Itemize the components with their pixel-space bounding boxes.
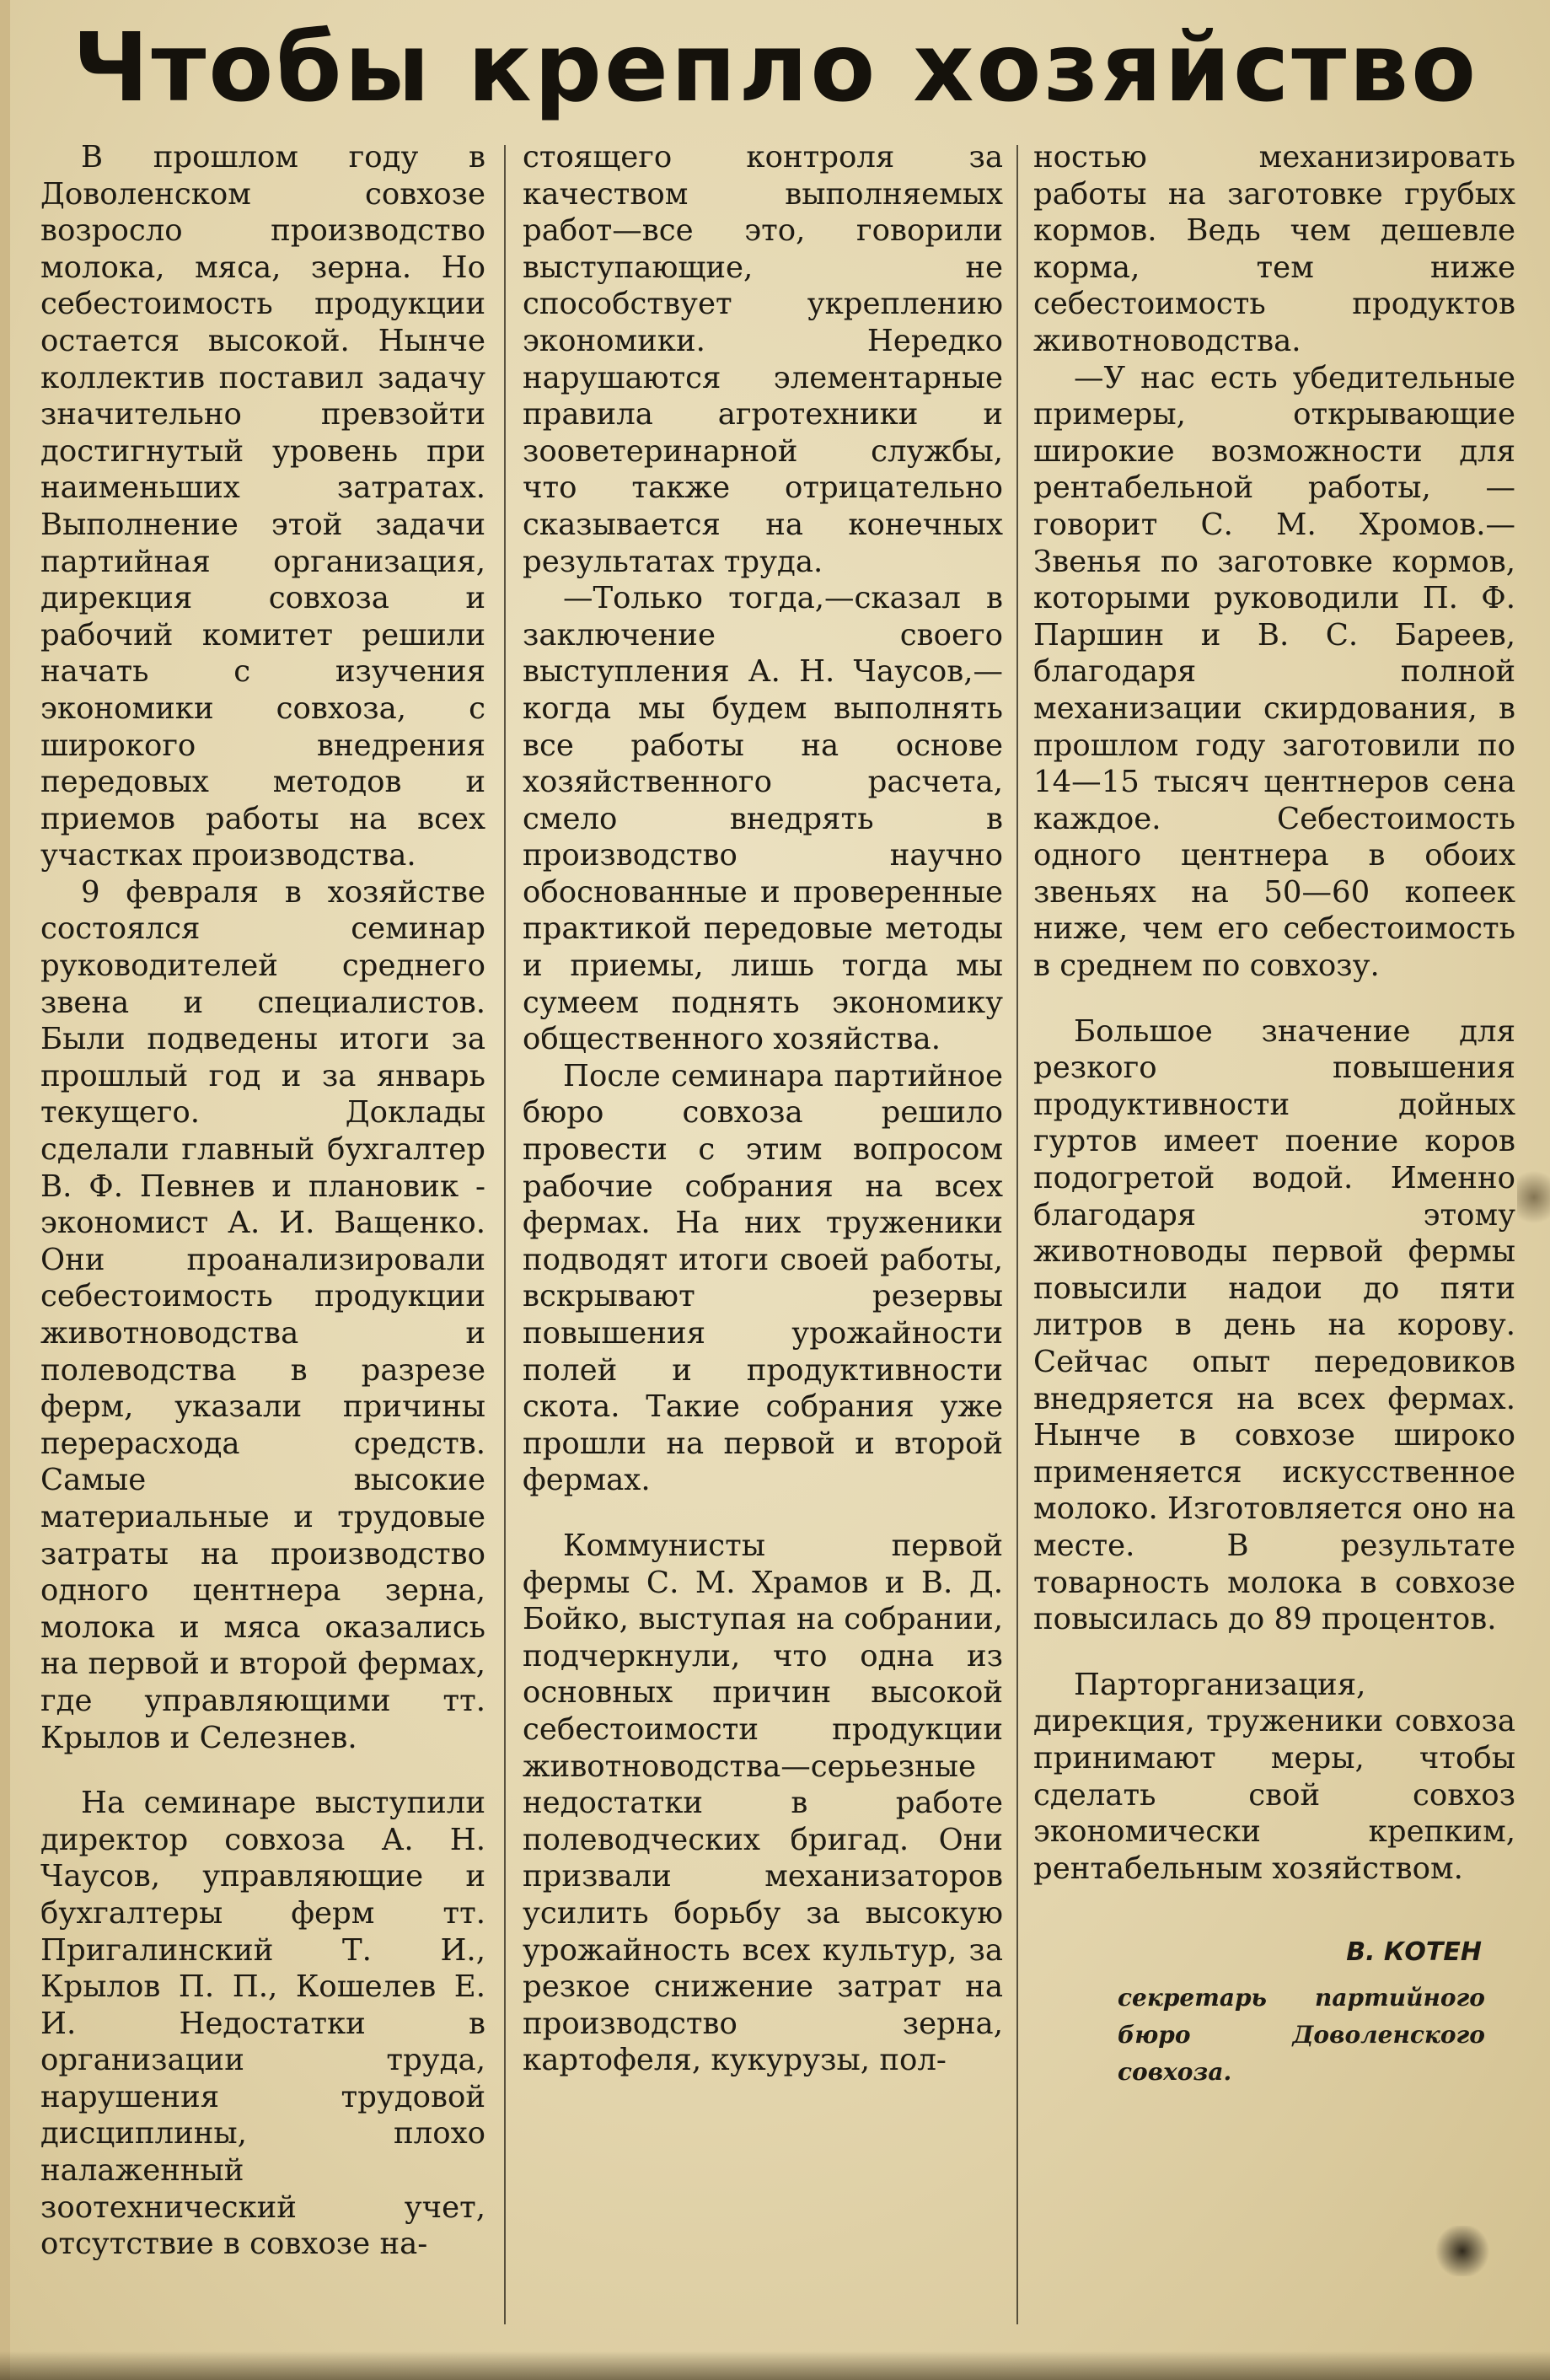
paragraph: Парторганизация, дирекция, труженики совхоза принимают меры, чтобы сделать свой совхоз экономически крепким, рентабельным хозяйством. <box>1033 1667 1515 1886</box>
paper-damage <box>1517 1163 1550 1231</box>
author-position: секретарь партийного бюро Доволенского совхоза. <box>1118 1984 1485 2087</box>
article-column-3 <box>1033 139 1515 2091</box>
paragraph: В прошлом году в Доволенском совхозе возросло производство молока, мяса, зерна. Но себестоимость продукции остается высокой. Нынче коллектив поставил задачу значительно превзойти достигнутый уровень при наименьших затратах. Выполнение этой задачи партийная организация, дирекция совхоза и рабочий комитет решили начать с изучения экономики совхоза, с широкого внедрения передовых методов и приемов работы на всех участках производства. <box>40 140 485 873</box>
headline: Чтобы крепло хозяйство <box>72 13 1479 123</box>
column-rule <box>504 145 506 2324</box>
paragraph: —Только тогда,—сказал в заключение своего выступления А. Н. Чаусов,—когда мы будем выполнять все работы на основе хозяйственного расчета, смело внедрять в производство научно обоснованные и проверенные практикой передовые методы и приемы, лишь тогда мы сумеем поднять экономику общественного хозяйства. <box>523 581 1003 1057</box>
article-column-1 <box>40 139 485 2263</box>
paragraph: На семинаре выступили директор совхоза А. Н. Чаусов, управляющие и бухгалтеры ферм тт. Пригалинский Т. И., Крылов П. П., Кошелев Е. И. Недостатки в организации труда, нарушения трудовой дисциплины, плохо налаженный зоотехнический учет, отсутствие в совхозе на- <box>40 1786 485 2262</box>
paragraph: После семинара партийное бюро совхоза решило провести с этим вопросом рабочие собрания на всех фермах. На них труженики подводят итоги своей работы, вскрывают резервы повышения урожайности полей и продуктивности скота. Такие собрания уже прошли на первой и второй фермах. <box>523 1058 1003 1498</box>
author-signature: В. КОТЕН <box>1346 1937 1482 1968</box>
paragraph: —У нас есть убедительные примеры, открывающие широкие возможности для рентабельной работы, — говорит С. М. Хромов.—Звенья по заготовке кормов, которыми руководили П. Ф. Паршин и В. С. Бареев, благодаря полной механизации скирдования, в прошлом году заготовили по 14—15 тысяч центнеров сена каждое. Себестоимость одного центнера в обоих звеньях на 50—60 копеек ниже, чем его себестоимость в среднем по совхозу. <box>1033 360 1515 984</box>
article-column-2 <box>523 139 1003 2079</box>
paragraph: Большое значение для резкого повышения продуктивности дойных гуртов имеет поение коров подогретой водой. Именно благодаря этому животноводы первой фермы повысили надои до пяти литров в день на корову. Сейчас опыт передовиков внедряется на всех фермах. Нынче в совхозе широко применяется искусственное молоко. Изготовляется оно на месте. В результате товарность молока в совхозе повысилась до 89 процентов. <box>1033 1013 1516 1637</box>
ink-stain <box>1433 2226 1492 2276</box>
paragraph: ностью механизировать работы на заготовке грубых кормов. Ведь чем дешевле корма, тем ниже себестоимость продуктов животноводства. <box>1033 140 1515 358</box>
paragraph: стоящего контроля за качеством выполняемых работ—все это, говорили выступающие, не способствует укреплению экономики. Нередко нарушаются элементарные правила агротехники и зооветеринарной службы, что также отрицательно сказывается на конечных результатах труда. <box>523 140 1003 579</box>
column-rule <box>1016 145 1018 2324</box>
paragraph: 9 февраля в хозяйстве состоялся семинар руководителей среднего звена и специалистов. Были подведены итоги за прошлый год и за январь текущего. Доклады сделали главный бухгалтер В. Ф. Певнев и плановик - экономист А. И. Ващенко. Они проанализировали себестоимость продукции животноводства и полеводства в разрезе ферм, указали причины перерасхода средств. Самые высокие материальные и трудовые затраты на производство одного центнера зерна, молока и мяса оказались на первой и второй фермах, где управляющими тт. Крылов и Селезнев. <box>40 874 485 1755</box>
paragraph: Коммунисты первой фермы С. М. Храмов и В. Д. Бойко, выступая на собрании, подчеркнули, что одна из основных причин высокой себестоимости продукции животноводства—серьезные недостатки в работе полеводческих бригад. Они призвали механизаторов усилить борьбу за высокую урожайность всех культур, за резкое снижение затрат на производство зерна, картофеля, кукурузы, пол- <box>523 1528 1003 2078</box>
